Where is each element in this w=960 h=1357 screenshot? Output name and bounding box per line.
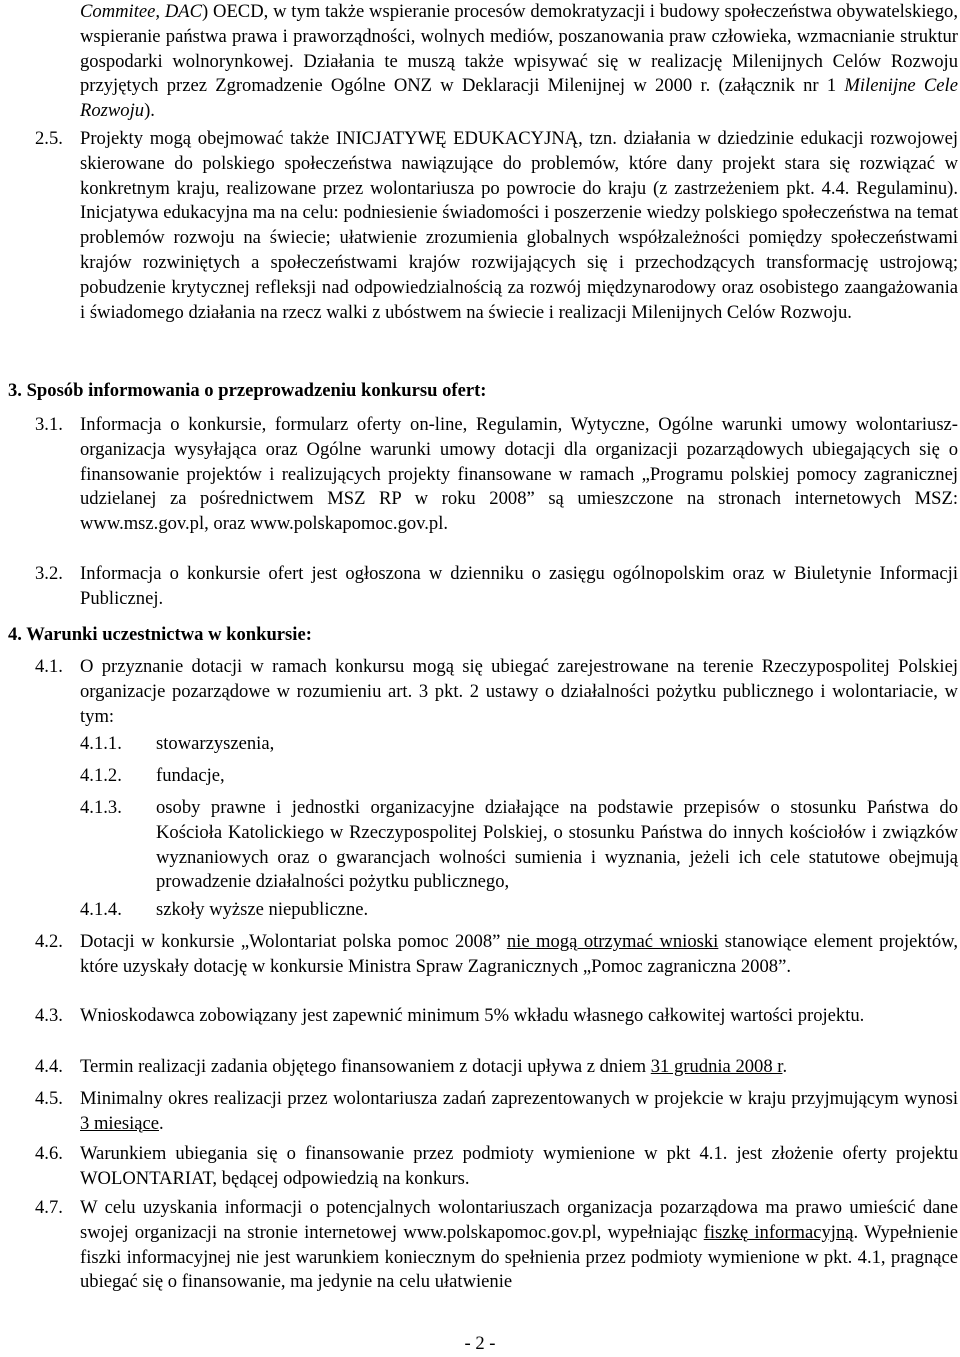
section-4-5-number: 4.5. [35,1088,63,1109]
section-4-6-number: 4.6. [35,1143,63,1164]
section-4-4-underlined: 31 grudnia 2008 r [650,1056,783,1077]
section-3-2-number: 3.2. [35,563,63,584]
section-4-2-underlined: nie mogą otrzymać wnioski [506,931,719,952]
section-4-1-2-text: fundacje, [156,765,225,786]
section-2-5-number: 2.5. [35,128,63,149]
section-4-2-text-b: stanowiące element projektów, które uzyskały dotację w konkursie Ministra Spraw Zagranicznych „Pomoc zagraniczna 2008”. [80,931,959,977]
section-4-6-text: Warunkiem ubiegania się o finansowanie przez podmioty wymienione w pkt 4.1. jest złożenie oferty projektu WOLONTARIAT, będącej odpowiedzią na konkurs. [80,1143,958,1189]
section-4-1-1-text: stowarzyszenia, [156,733,275,754]
section-4-5-underlined: 3 miesiące [80,1112,159,1134]
section-4-1-3-number: 4.1.3. [80,797,122,818]
section-2-5-text: Projekty mogą obejmować także INICJATYWĘ EDUKACYJNĄ, tzn. działania w dziedzinie edukacji rozwojowej skierowane do polskiego społeczeństwa nawiązujące do problemów, które dany projekt stara się rozwiązać w konkretnym kraju, realizowane przez wolontariusza po powrocie do kraju (z zastrzeżeniem pkt. 4.4. Regulaminu). Inicjatywa edukacyjna ma na celu: podniesienie świadomości i poszerzenie wiedzy polskiego społeczeństwa na temat problemów rozwoju na świecie; ułatwienie zrozumienia globalnych współzależności pomiędzy społeczeństwami krajów rozwiniętych a społeczeństwami krajów rozwijających się i przechodzących transformację ustrojową; pobudzenie krytycznej refleksji nad odpowiedzialnością za rozwój międzynarodowy oraz osobistego zaangażowania i świadomego działania na rzecz walki z ubóstwem na świecie i realizacji Milenijnych Celów Rozwoju. [80,128,958,323]
section-4-1-text: O przyznanie dotacji w ramach konkursu mogą się ubiegać zarejestrowane na terenie Rzeczypospolitej Polskiej organizacje pozarządowe w rozumieniu art. 3 pkt. 2 ustawy o działalności pożytku publicznego i wolontariacie, w tym: [80,656,958,727]
intro-text: ) OECD, w tym także wspieranie procesów demokratyzacji i budowy społeczeństwa obywatelskiego, wspieranie państwa prawa i praworządności, wolnych mediów, poszanowania praw człowieka, wzmacnianie struktur gospodarki wolnorynkowej. [80,1,958,72]
section-4-3-text: Wnioskodawca zobowiązany jest zapewnić minimum 5% wkładu własnego całkowitej wartości projektu. [80,1005,865,1026]
section-4-7-underlined: fiszkę informacyjną [703,1221,854,1243]
section-3-1-number: 3.1. [35,414,63,435]
section-4-1-1-number: 4.1.1. [80,733,122,754]
section-4-4-text-a: Termin realizacji zadania objętego finansowaniem z dotacji upływa z dniem [80,1056,651,1077]
section-4-1-number: 4.1. [35,656,63,677]
section-4-5-text-a: Minimalny okres realizacji przez wolontariusza zadań zaprezentowanych w projekcie w kraju przyjmującym wynosi [80,1088,958,1109]
section-4-1-3-text: osoby prawne i jednostki organizacyjne działające na podstawie przepisów o stosunku Państwa do Kościoła Katolickiego w Rzeczypospolitej Polskiej, o stosunku Państwa do innych kościołów i związków wyznaniowych oraz o gwarancjach wolności sumienia i wyznania, jeżeli ich cele statutowe obejmują prowadzenie działalności pożytku publicznego, [156,797,958,893]
section-4-7-number: 4.7. [35,1197,63,1218]
heading-4: 4. Warunki uczestnictwa w konkursie: [8,624,312,645]
intro-paragraph [80,0,958,124]
intro-italic-term: Commitee, DAC [80,1,203,22]
section-4-5-text-b: . [159,1112,164,1134]
intro-text-2: Działania te muszą także wpisywać się w realizację Milenijnych Celów Rozwoju przyjętych przez Zgromadzenie Ogólne ONZ w Deklaracji Milenijnej w 2000 r. (załącznik nr 1 [80,50,958,97]
page-number: - 2 - [464,1333,496,1354]
heading-3: 3. Sposób informowania o przeprowadzeniu konkursu ofert: [8,380,487,401]
section-4-3-number: 4.3. [35,1005,63,1026]
intro-italic-annex: Milenijne Cele Rozwoju [80,75,958,122]
section-3-1-text: Informacja o konkursie, formularz oferty on-line, Regulamin, Wytyczne, Ogólne warunki umowy wolontariusz-organizacja wysyłająca oraz Ogólne warunki umowy dotacji dla organizacji pozarządowych ubiegających się o finansowanie projektów i realizujących projekty finansowane w ramach „Programu polskiej pomocy zagranicznej udzielanej za pośrednictwem MSZ RP w roku 2008” są umieszczone na stronach internetowych MSZ: www.msz.gov.pl, oraz www.polskapomoc.gov.pl. [80,414,958,535]
intro-text-end: ). [144,100,155,122]
section-4-4-text [80,1055,958,1080]
section-3-2-text: Informacja o konkursie ofert jest ogłoszona w dzienniku o zasięgu ogólnopolskim oraz w Biuletynie Informacji Publicznej. [80,563,958,609]
section-4-2-text-a: Dotacji w konkursie „Wolontariat polska pomoc 2008” [80,931,507,952]
section-4-5-text [80,1087,958,1137]
section-4-4-text-b: . [782,1056,788,1077]
section-4-7-text-b: . Wypełnienie fiszki informacyjnej nie jest warunkiem koniecznym do spełnienia przez podmioty wymienione w pkt. 4.1, pragnące ubiegać się o finansowanie, ma jedynie na celu ułatwienie [80,1221,958,1293]
section-4-4-number: 4.4. [35,1056,63,1077]
section-4-7-text [80,1196,958,1295]
section-4-2-number: 4.2. [35,931,63,952]
section-4-1-4-text: szkoły wyższe niepubliczne. [156,899,369,920]
section-4-2-text [80,930,958,980]
section-4-1-4-number: 4.1.4. [80,899,122,920]
section-4-1-2-number: 4.1.2. [80,765,122,786]
section-4-7-text-a: W celu uzyskania informacji o potencjalnych wolontariuszach organizacja pozarządowa ma prawo umieścić dane swojej organizacji na stronie internetowej www.polskapomoc.gov.pl, wypełniając [80,1197,958,1243]
